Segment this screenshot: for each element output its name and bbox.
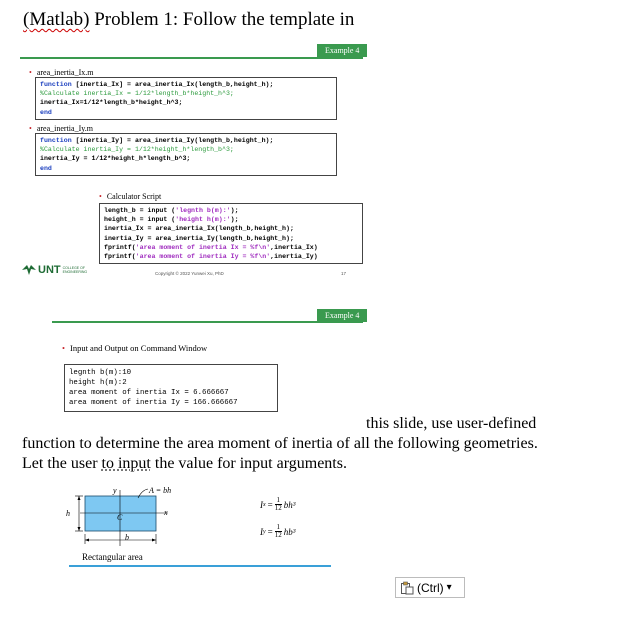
code-ix-line3: inertia_Ix=1/12*length_b*height_h^3; [40,99,183,107]
code-ix-comment: %Calculate inertia_Ix = 1/12*length_b*height_h^3; [40,90,234,98]
iy-rhs: hb³ [283,526,296,537]
output-line: legnth b(m):10 [69,369,132,377]
code-ix-end: end [40,108,52,116]
iy-symbol: I [260,526,263,537]
code-script-l4: inertia_Iy = area_inertia_Iy(length_b,height_h); [104,234,294,242]
code-script-l6a: fprintf( [104,253,136,261]
b-label: b [125,533,129,542]
ix-formula: I x = $\frac{1}{12}$ bh³ [260,496,296,512]
ix-rhs: bh³ [283,499,296,510]
bullet-iy-label: area_inertia_Iy.m [36,124,93,133]
slide2-bullet-label: Input and Output on Command Window [69,343,208,353]
code-script-l1a: length_b = input ( [104,207,176,214]
slide1-bullet-script: • Calculator Script [99,192,162,201]
command-window-output [64,364,278,412]
code-script-l1s: 'legnth b(m):' [175,207,231,214]
paragraph-to-input: to input [101,455,151,472]
code-script-l5a: fprintf( [104,243,136,251]
code-script-l6b: ,inertia_Iy) [270,253,318,261]
paragraph-line-3 [22,454,347,474]
centroid-label: C [117,513,123,522]
code-script-l5b: ,inertia_Ix) [270,243,318,251]
area-formula-label: A = bh [149,486,172,495]
code-script-l5s: 'area moment of inertia Ix = %f\n' [135,243,271,251]
ix-subscript: x [263,501,266,508]
code-script-l2a: height_h = input ( [104,216,176,224]
output-line: area moment of inertia Ix = 6.666667 [69,389,229,397]
paste-options-button[interactable] [395,577,465,598]
paragraph-l3a: Let the user [22,455,102,472]
logo-subtext: COLLEGE OF ENGINEERING [62,266,88,274]
slide1-example-tag: Example 4 [317,44,367,57]
ix-frac-den: 12 [274,504,282,512]
slide1-page-number: 17 [341,271,347,276]
figure-caption: Rectangular area [82,552,143,562]
paragraph-line-2: function to determine the area moment of inertia of all the following geometries. [22,435,538,452]
logo-text: UNT [38,264,61,276]
code-ix-keyword: function [40,81,72,88]
code-block-ix [35,77,337,120]
x-axis-label: x [164,508,168,517]
code-script-l6s: 'area moment of inertia Iy = %f\n' [135,253,271,261]
ix-fraction [275,497,282,512]
slide1-bullet-iy: • area_inertia_Iy.m [29,124,93,133]
iy-frac-den: 12 [274,531,282,539]
iy-frac-num: 1 [276,523,280,531]
code-script-l2b: ); [230,216,239,224]
figure-bottom-rule [69,565,331,567]
slide2-top-rule [52,321,363,323]
code-script-l1b: ); [230,207,239,214]
code-iy-end: end [40,164,52,172]
slide1-bullet-ix: • area_inertia_Ix.m [29,68,94,77]
iy-formula: I y = $\frac{1}{12}$ hb³ [260,523,296,539]
clipboard-icon [400,581,414,595]
h-label: h [66,509,70,518]
ix-frac-num: 1 [276,496,280,504]
code-iy-line3: inertia_Iy = 1/12*height_h*length_b^3; [40,155,191,163]
slide1-top-rule [20,57,363,59]
bullet-ix-label: area_inertia_Ix.m [36,68,94,77]
slide1-copyright: Copyright © 2022 Yunwei Xu, PhD [155,271,224,276]
paragraph-line-1: this slide, use user-defined [366,415,537,432]
code-script-l2s: 'height h(m):' [175,216,231,224]
code-ix-line1: [inertia_Ix] = area_inertia_Ix(length_b,height_h); [71,81,274,88]
paste-options-label: (Ctrl) [417,580,444,595]
output-line: area moment of inertia Iy = 166.666667 [69,399,238,407]
paragraph-l3c: the value for input arguments. [150,455,347,472]
y-axis-label: y [113,486,117,495]
unt-logo [22,264,91,276]
code-block-iy [35,133,337,176]
iy-fraction [275,524,282,539]
problem-title [23,9,354,31]
output-line: height h(m):2 [69,379,127,387]
chevron-down-icon: ▾ [446,582,452,593]
title-text: Problem 1: Follow the template in [89,9,355,30]
code-iy-keyword: function [40,137,72,144]
ix-symbol: I [260,499,263,510]
slide2-bullet: • Input and Output on Command Window [62,343,208,353]
title-matlab: (Matlab) [23,9,90,30]
iy-subscript: y [263,528,266,535]
rectangular-area-figure [70,484,190,556]
code-iy-line1: [inertia_Iy] = area_inertia_Iy(length_b,height_h); [71,137,274,144]
slide2-example-tag: Example 4 [317,309,367,322]
eagle-icon [22,264,36,276]
bullet-script-label: Calculator Script [106,192,162,201]
code-script-l3: inertia_Ix = area_inertia_Ix(length_b,height_h); [104,225,294,233]
code-block-script [99,203,363,264]
code-iy-comment: %Calculate inertia_Iy = 1/12*height_h*length_b^3; [40,146,234,154]
